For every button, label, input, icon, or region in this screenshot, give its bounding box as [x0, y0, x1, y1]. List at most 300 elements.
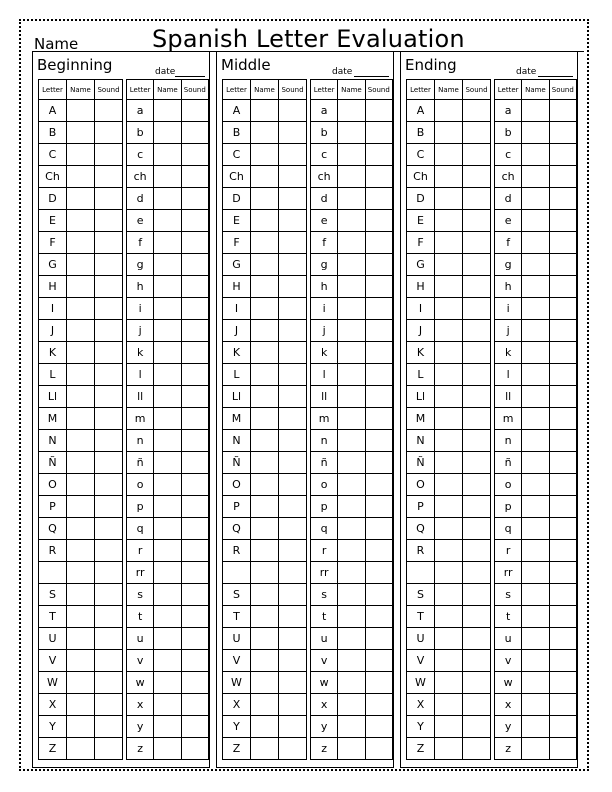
sound-cell[interactable]	[365, 232, 392, 254]
sound-cell[interactable]	[181, 738, 208, 760]
sound-cell[interactable]	[549, 650, 576, 672]
name-cell[interactable]	[338, 694, 365, 716]
sound-cell[interactable]	[181, 276, 208, 298]
sound-cell[interactable]	[181, 606, 208, 628]
date-field[interactable]	[354, 76, 389, 77]
name-cell[interactable]	[338, 320, 365, 342]
sound-cell[interactable]	[279, 430, 307, 452]
name-cell[interactable]	[522, 738, 549, 760]
sound-cell[interactable]	[463, 738, 491, 760]
sound-cell[interactable]	[95, 584, 123, 606]
name-cell[interactable]	[338, 430, 365, 452]
name-cell[interactable]	[154, 628, 181, 650]
name-cell[interactable]	[435, 210, 463, 232]
name-cell[interactable]	[338, 562, 365, 584]
name-cell[interactable]	[338, 166, 365, 188]
name-cell[interactable]	[522, 584, 549, 606]
name-cell[interactable]	[251, 496, 279, 518]
name-cell[interactable]	[435, 386, 463, 408]
sound-cell[interactable]	[365, 716, 392, 738]
name-cell[interactable]	[435, 298, 463, 320]
sound-cell[interactable]	[181, 386, 208, 408]
sound-cell[interactable]	[549, 474, 576, 496]
sound-cell[interactable]	[279, 320, 307, 342]
sound-cell[interactable]	[181, 210, 208, 232]
name-cell[interactable]	[154, 276, 181, 298]
name-cell[interactable]	[67, 694, 95, 716]
sound-cell[interactable]	[95, 650, 123, 672]
name-cell[interactable]	[338, 144, 365, 166]
sound-cell[interactable]	[365, 364, 392, 386]
sound-cell[interactable]	[463, 232, 491, 254]
sound-cell[interactable]	[95, 386, 123, 408]
name-cell[interactable]	[435, 166, 463, 188]
name-cell[interactable]	[251, 188, 279, 210]
sound-cell[interactable]	[463, 254, 491, 276]
sound-cell[interactable]	[181, 452, 208, 474]
sound-cell[interactable]	[463, 496, 491, 518]
name-cell[interactable]	[67, 430, 95, 452]
name-cell[interactable]	[338, 672, 365, 694]
name-cell[interactable]	[67, 166, 95, 188]
name-cell[interactable]	[154, 672, 181, 694]
name-cell[interactable]	[435, 254, 463, 276]
name-cell[interactable]	[251, 672, 279, 694]
sound-cell[interactable]	[365, 496, 392, 518]
name-cell[interactable]	[338, 518, 365, 540]
sound-cell[interactable]	[463, 716, 491, 738]
sound-cell[interactable]	[463, 122, 491, 144]
name-cell[interactable]	[338, 342, 365, 364]
name-cell[interactable]	[67, 144, 95, 166]
name-cell[interactable]	[154, 386, 181, 408]
sound-cell[interactable]	[279, 716, 307, 738]
sound-cell[interactable]	[549, 738, 576, 760]
name-cell[interactable]	[67, 738, 95, 760]
name-cell[interactable]	[154, 298, 181, 320]
sound-cell[interactable]	[365, 650, 392, 672]
name-cell[interactable]	[154, 122, 181, 144]
name-cell[interactable]	[338, 738, 365, 760]
name-cell[interactable]	[522, 474, 549, 496]
sound-cell[interactable]	[365, 430, 392, 452]
sound-cell[interactable]	[463, 364, 491, 386]
sound-cell[interactable]	[279, 738, 307, 760]
sound-cell[interactable]	[365, 672, 392, 694]
sound-cell[interactable]	[365, 188, 392, 210]
sound-cell[interactable]	[463, 518, 491, 540]
sound-cell[interactable]	[181, 364, 208, 386]
name-cell[interactable]	[154, 474, 181, 496]
name-cell[interactable]	[338, 254, 365, 276]
name-cell[interactable]	[435, 122, 463, 144]
sound-cell[interactable]	[279, 474, 307, 496]
sound-cell[interactable]	[365, 562, 392, 584]
sound-cell[interactable]	[365, 606, 392, 628]
name-cell[interactable]	[154, 210, 181, 232]
sound-cell[interactable]	[463, 452, 491, 474]
sound-cell[interactable]	[95, 232, 123, 254]
sound-cell[interactable]	[95, 672, 123, 694]
sound-cell[interactable]	[279, 188, 307, 210]
name-cell[interactable]	[522, 518, 549, 540]
sound-cell[interactable]	[181, 584, 208, 606]
name-cell[interactable]	[251, 100, 279, 122]
name-cell[interactable]	[522, 254, 549, 276]
sound-cell[interactable]	[279, 144, 307, 166]
name-cell[interactable]	[67, 386, 95, 408]
sound-cell[interactable]	[181, 166, 208, 188]
name-cell[interactable]	[522, 210, 549, 232]
sound-cell[interactable]	[365, 408, 392, 430]
name-cell[interactable]	[154, 166, 181, 188]
sound-cell[interactable]	[549, 716, 576, 738]
sound-cell[interactable]	[463, 562, 491, 584]
name-cell[interactable]	[435, 584, 463, 606]
sound-cell[interactable]	[463, 276, 491, 298]
sound-cell[interactable]	[549, 298, 576, 320]
name-cell[interactable]	[435, 716, 463, 738]
sound-cell[interactable]	[279, 364, 307, 386]
sound-cell[interactable]	[365, 144, 392, 166]
name-cell[interactable]	[67, 452, 95, 474]
name-cell[interactable]	[338, 188, 365, 210]
sound-cell[interactable]	[279, 672, 307, 694]
name-cell[interactable]	[67, 716, 95, 738]
name-cell[interactable]	[251, 562, 279, 584]
sound-cell[interactable]	[279, 606, 307, 628]
sound-cell[interactable]	[279, 298, 307, 320]
name-cell[interactable]	[522, 166, 549, 188]
sound-cell[interactable]	[181, 122, 208, 144]
name-cell[interactable]	[522, 628, 549, 650]
name-cell[interactable]	[435, 320, 463, 342]
name-cell[interactable]	[67, 408, 95, 430]
name-cell[interactable]	[338, 210, 365, 232]
name-cell[interactable]	[338, 496, 365, 518]
name-cell[interactable]	[435, 628, 463, 650]
sound-cell[interactable]	[365, 584, 392, 606]
name-cell[interactable]	[435, 540, 463, 562]
sound-cell[interactable]	[95, 254, 123, 276]
name-cell[interactable]	[67, 298, 95, 320]
sound-cell[interactable]	[181, 100, 208, 122]
name-cell[interactable]	[251, 474, 279, 496]
name-cell[interactable]	[522, 320, 549, 342]
name-cell[interactable]	[251, 254, 279, 276]
sound-cell[interactable]	[365, 320, 392, 342]
name-cell[interactable]	[522, 650, 549, 672]
sound-cell[interactable]	[181, 474, 208, 496]
sound-cell[interactable]	[181, 342, 208, 364]
sound-cell[interactable]	[95, 144, 123, 166]
sound-cell[interactable]	[95, 430, 123, 452]
sound-cell[interactable]	[549, 320, 576, 342]
sound-cell[interactable]	[463, 474, 491, 496]
name-cell[interactable]	[522, 606, 549, 628]
sound-cell[interactable]	[549, 144, 576, 166]
name-cell[interactable]	[338, 298, 365, 320]
sound-cell[interactable]	[549, 694, 576, 716]
name-cell[interactable]	[435, 188, 463, 210]
sound-cell[interactable]	[549, 342, 576, 364]
name-cell[interactable]	[435, 342, 463, 364]
sound-cell[interactable]	[279, 342, 307, 364]
name-cell[interactable]	[251, 408, 279, 430]
name-cell[interactable]	[338, 540, 365, 562]
name-cell[interactable]	[67, 628, 95, 650]
sound-cell[interactable]	[365, 254, 392, 276]
sound-cell[interactable]	[365, 540, 392, 562]
name-cell[interactable]	[67, 254, 95, 276]
sound-cell[interactable]	[549, 408, 576, 430]
name-cell[interactable]	[522, 452, 549, 474]
date-field[interactable]	[538, 76, 573, 77]
name-cell[interactable]	[67, 496, 95, 518]
name-cell[interactable]	[522, 540, 549, 562]
name-cell[interactable]	[435, 694, 463, 716]
sound-cell[interactable]	[365, 210, 392, 232]
name-cell[interactable]	[67, 518, 95, 540]
sound-cell[interactable]	[279, 518, 307, 540]
name-cell[interactable]	[338, 122, 365, 144]
name-cell[interactable]	[154, 408, 181, 430]
name-cell[interactable]	[67, 650, 95, 672]
sound-cell[interactable]	[549, 540, 576, 562]
name-cell[interactable]	[338, 628, 365, 650]
name-cell[interactable]	[251, 386, 279, 408]
name-cell[interactable]	[67, 540, 95, 562]
name-cell[interactable]	[251, 518, 279, 540]
name-cell[interactable]	[251, 276, 279, 298]
name-cell[interactable]	[522, 298, 549, 320]
sound-cell[interactable]	[365, 518, 392, 540]
sound-cell[interactable]	[365, 738, 392, 760]
sound-cell[interactable]	[463, 540, 491, 562]
name-cell[interactable]	[435, 496, 463, 518]
name-cell[interactable]	[522, 496, 549, 518]
name-cell[interactable]	[522, 342, 549, 364]
sound-cell[interactable]	[549, 584, 576, 606]
sound-cell[interactable]	[463, 584, 491, 606]
sound-cell[interactable]	[95, 562, 123, 584]
name-cell[interactable]	[251, 430, 279, 452]
sound-cell[interactable]	[549, 430, 576, 452]
sound-cell[interactable]	[549, 452, 576, 474]
sound-cell[interactable]	[95, 188, 123, 210]
sound-cell[interactable]	[95, 628, 123, 650]
name-cell[interactable]	[522, 276, 549, 298]
sound-cell[interactable]	[181, 650, 208, 672]
sound-cell[interactable]	[463, 188, 491, 210]
sound-cell[interactable]	[365, 298, 392, 320]
name-cell[interactable]	[435, 650, 463, 672]
name-cell[interactable]	[435, 232, 463, 254]
name-cell[interactable]	[154, 606, 181, 628]
name-cell[interactable]	[435, 518, 463, 540]
name-cell[interactable]	[67, 276, 95, 298]
sound-cell[interactable]	[181, 540, 208, 562]
sound-cell[interactable]	[279, 254, 307, 276]
name-cell[interactable]	[522, 100, 549, 122]
sound-cell[interactable]	[549, 210, 576, 232]
name-cell[interactable]	[435, 276, 463, 298]
sound-cell[interactable]	[463, 386, 491, 408]
name-cell[interactable]	[67, 122, 95, 144]
name-cell[interactable]	[522, 716, 549, 738]
name-cell[interactable]	[67, 606, 95, 628]
sound-cell[interactable]	[181, 320, 208, 342]
sound-cell[interactable]	[549, 386, 576, 408]
sound-cell[interactable]	[279, 386, 307, 408]
name-cell[interactable]	[154, 452, 181, 474]
name-cell[interactable]	[435, 672, 463, 694]
sound-cell[interactable]	[95, 540, 123, 562]
sound-cell[interactable]	[181, 144, 208, 166]
sound-cell[interactable]	[463, 650, 491, 672]
sound-cell[interactable]	[181, 694, 208, 716]
name-cell[interactable]	[435, 606, 463, 628]
name-cell[interactable]	[154, 540, 181, 562]
name-cell[interactable]	[338, 276, 365, 298]
sound-cell[interactable]	[365, 100, 392, 122]
sound-cell[interactable]	[365, 122, 392, 144]
sound-cell[interactable]	[549, 628, 576, 650]
name-cell[interactable]	[67, 584, 95, 606]
name-cell[interactable]	[154, 562, 181, 584]
sound-cell[interactable]	[279, 452, 307, 474]
name-cell[interactable]	[154, 584, 181, 606]
sound-cell[interactable]	[279, 628, 307, 650]
sound-cell[interactable]	[549, 254, 576, 276]
sound-cell[interactable]	[279, 408, 307, 430]
name-cell[interactable]	[435, 408, 463, 430]
sound-cell[interactable]	[181, 430, 208, 452]
name-cell[interactable]	[154, 100, 181, 122]
sound-cell[interactable]	[181, 628, 208, 650]
sound-cell[interactable]	[95, 474, 123, 496]
name-cell[interactable]	[522, 364, 549, 386]
name-cell[interactable]	[67, 672, 95, 694]
sound-cell[interactable]	[463, 342, 491, 364]
name-cell[interactable]	[67, 232, 95, 254]
name-cell[interactable]	[522, 408, 549, 430]
name-cell[interactable]	[67, 562, 95, 584]
sound-cell[interactable]	[95, 364, 123, 386]
name-cell[interactable]	[251, 298, 279, 320]
name-cell[interactable]	[522, 694, 549, 716]
name-cell[interactable]	[67, 188, 95, 210]
sound-cell[interactable]	[95, 100, 123, 122]
name-cell[interactable]	[154, 496, 181, 518]
name-cell[interactable]	[154, 144, 181, 166]
sound-cell[interactable]	[279, 496, 307, 518]
name-cell[interactable]	[435, 474, 463, 496]
sound-cell[interactable]	[463, 430, 491, 452]
name-cell[interactable]	[251, 166, 279, 188]
name-cell[interactable]	[338, 474, 365, 496]
name-cell[interactable]	[67, 100, 95, 122]
sound-cell[interactable]	[95, 606, 123, 628]
sound-cell[interactable]	[181, 188, 208, 210]
sound-cell[interactable]	[279, 232, 307, 254]
name-cell[interactable]	[522, 562, 549, 584]
sound-cell[interactable]	[463, 320, 491, 342]
name-cell[interactable]	[522, 232, 549, 254]
sound-cell[interactable]	[463, 144, 491, 166]
name-cell[interactable]	[251, 606, 279, 628]
sound-cell[interactable]	[95, 122, 123, 144]
name-cell[interactable]	[338, 716, 365, 738]
sound-cell[interactable]	[365, 342, 392, 364]
name-cell[interactable]	[251, 738, 279, 760]
name-cell[interactable]	[154, 650, 181, 672]
name-cell[interactable]	[435, 100, 463, 122]
sound-cell[interactable]	[181, 408, 208, 430]
name-cell[interactable]	[338, 452, 365, 474]
sound-cell[interactable]	[549, 364, 576, 386]
name-cell[interactable]	[338, 232, 365, 254]
name-cell[interactable]	[154, 188, 181, 210]
name-cell[interactable]	[338, 386, 365, 408]
sound-cell[interactable]	[549, 606, 576, 628]
name-cell[interactable]	[154, 232, 181, 254]
sound-cell[interactable]	[549, 100, 576, 122]
name-cell[interactable]	[67, 210, 95, 232]
sound-cell[interactable]	[279, 210, 307, 232]
sound-cell[interactable]	[95, 518, 123, 540]
sound-cell[interactable]	[549, 188, 576, 210]
sound-cell[interactable]	[279, 584, 307, 606]
sound-cell[interactable]	[279, 100, 307, 122]
name-cell[interactable]	[522, 144, 549, 166]
sound-cell[interactable]	[95, 210, 123, 232]
name-cell[interactable]	[154, 320, 181, 342]
sound-cell[interactable]	[463, 408, 491, 430]
name-cell[interactable]	[154, 738, 181, 760]
sound-cell[interactable]	[95, 496, 123, 518]
name-cell[interactable]	[251, 364, 279, 386]
sound-cell[interactable]	[279, 650, 307, 672]
sound-cell[interactable]	[365, 452, 392, 474]
name-cell[interactable]	[251, 210, 279, 232]
sound-cell[interactable]	[549, 276, 576, 298]
sound-cell[interactable]	[549, 166, 576, 188]
sound-cell[interactable]	[181, 518, 208, 540]
sound-cell[interactable]	[279, 694, 307, 716]
sound-cell[interactable]	[463, 628, 491, 650]
sound-cell[interactable]	[95, 298, 123, 320]
sound-cell[interactable]	[365, 628, 392, 650]
sound-cell[interactable]	[279, 540, 307, 562]
name-cell[interactable]	[338, 650, 365, 672]
sound-cell[interactable]	[95, 166, 123, 188]
name-cell[interactable]	[251, 144, 279, 166]
name-cell[interactable]	[435, 430, 463, 452]
name-cell[interactable]	[522, 188, 549, 210]
sound-cell[interactable]	[181, 672, 208, 694]
sound-cell[interactable]	[549, 672, 576, 694]
name-cell[interactable]	[338, 364, 365, 386]
name-cell[interactable]	[251, 716, 279, 738]
name-cell[interactable]	[435, 738, 463, 760]
sound-cell[interactable]	[365, 386, 392, 408]
sound-cell[interactable]	[549, 496, 576, 518]
sound-cell[interactable]	[549, 122, 576, 144]
name-cell[interactable]	[154, 254, 181, 276]
name-cell[interactable]	[67, 342, 95, 364]
sound-cell[interactable]	[463, 606, 491, 628]
